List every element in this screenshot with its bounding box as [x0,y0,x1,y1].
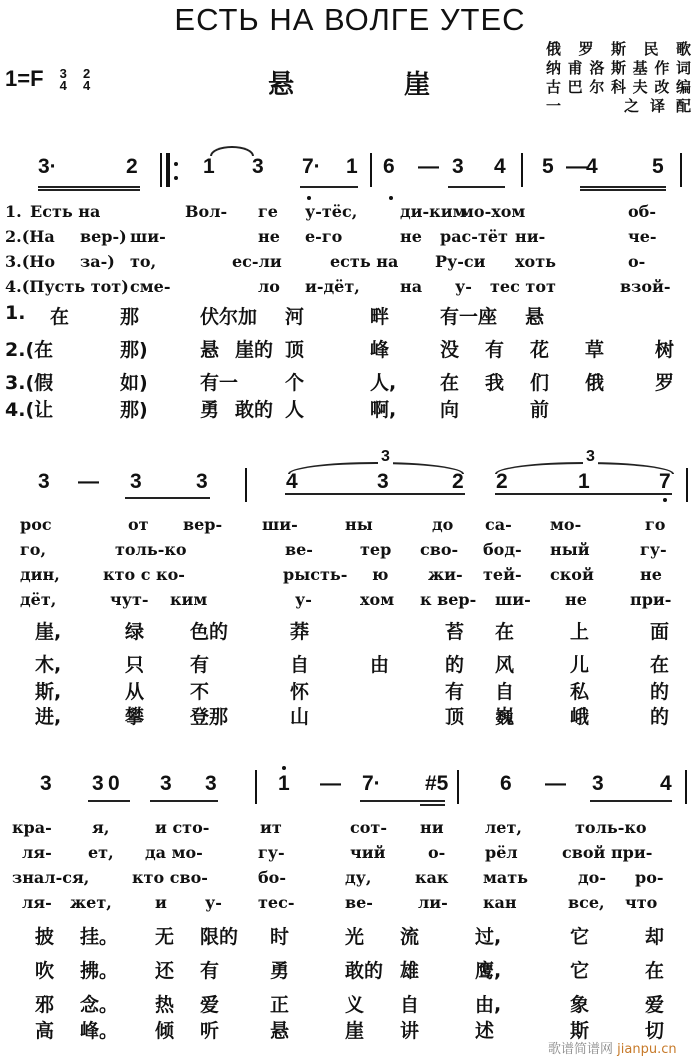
lyric-russian: сот- [350,818,387,837]
note: — [545,772,566,795]
barline [166,153,170,187]
lyric-russian: свой при- [562,843,653,862]
lyric-russian: и-дёт, [305,277,360,296]
lyric-chinese: 雄 [400,960,420,982]
lyric-russian: знал-ся, [12,868,90,887]
lyric-chinese: 爱 [200,994,220,1016]
lyric-russian: гу- [640,540,667,559]
lyric-russian: ет, [88,843,114,862]
lyric-russian: Есть на [30,202,101,221]
lyric-chinese: 斯, [35,681,62,703]
lyric-russian: ес-ли [232,252,282,271]
lyric-chinese: 色的 [190,621,229,643]
lyric-russian: при- [630,590,672,609]
lyric-russian: не [640,565,662,584]
lyric-chinese: 光 [345,926,365,948]
note: 6 [500,772,512,795]
lyric-russian: бод- [483,540,522,559]
lyric-russian: ду, [345,868,372,887]
note: 3 [38,470,50,493]
barline [255,770,257,804]
note: 4 [586,155,598,178]
lyric-chinese: 却 [645,926,665,948]
lyric-chinese: 峨 [570,706,590,728]
lyric-russian: ши- [130,227,166,246]
note: 1 [203,155,215,178]
lyric-chinese: 勇 [200,399,220,421]
note: #5 [425,772,449,795]
lyric-russian: че- [628,227,657,246]
lyric-russian: не [565,590,587,609]
lyric-russian: ля- [22,843,52,862]
lyric-chinese: 4.(让 [5,399,54,421]
note: — [78,470,99,493]
note: 4 [494,155,506,178]
lyric-chinese: 在 [440,372,460,394]
lyric-chinese: 罗 [655,372,675,394]
note: 6 [383,155,395,178]
barline [370,153,372,187]
lyric-chinese: 挂。 [80,926,119,948]
lyric-chinese: 的 [445,654,465,676]
lyric-chinese: 还 [155,960,175,982]
lyric-chinese: 披 [35,926,55,948]
lyric-russian: ни [420,818,444,837]
lyric-russian: о- [428,843,446,862]
lyric-chinese: 攀 [125,706,145,728]
lyric-chinese: 悬 [525,306,545,328]
lyric-russian: ве- [345,893,373,912]
barline [685,770,687,804]
note: 7 [659,470,671,493]
lyric-chinese: 山 [290,706,310,728]
repeat-dot [174,162,178,166]
lyric-russian: ло [258,277,280,296]
lyric-chinese: 不 [190,681,210,703]
note: — [320,772,341,795]
lyric-chinese: 登那 [190,706,229,728]
tuplet-bracket [288,462,464,474]
lyric-russian: чут- [110,590,149,609]
octave-dot-below [389,196,393,200]
lyric-chinese: 进, [35,706,62,728]
lyric-chinese: 自 [290,654,310,676]
chinese-title-char-2: 崖 [404,70,431,100]
chinese-title-char-1: 悬 [268,70,295,100]
lyric-chinese: 那 [120,306,140,328]
lyric-chinese: 2.(在 [5,339,54,361]
lyric-chinese: 河 [285,306,305,328]
beam-underline [125,497,210,499]
lyric-chinese: 1. [5,302,26,324]
lyric-russian: Ру-си [435,252,486,271]
lyric-russian: ской [550,565,594,584]
lyric-russian: ю [372,565,389,584]
lyric-chinese: 拂。 [80,960,119,982]
beam-underline [285,493,465,495]
beam-underline [38,186,140,188]
lyric-russian: дёт, [20,590,57,609]
lyric-russian: кто сво- [132,868,208,887]
lyric-russian: взой- [620,277,671,296]
lyric-chinese: 只 [125,654,145,676]
note: 1 [278,772,290,795]
lyric-chinese: 在 [495,621,515,643]
lyric-russian: кан [483,893,517,912]
lyric-chinese: 在 [50,306,70,328]
lyric-russian: тер [360,540,392,559]
note: 3 [160,772,172,795]
lyric-chinese: 俄 [585,372,605,394]
lyric-chinese: 悬 [200,339,220,361]
time-signature-3-4: 3 4 [59,66,67,94]
lyric-russian: тес- [258,893,295,912]
note: 2 [126,155,138,178]
barline [686,468,688,502]
lyric-chinese: 人, [370,372,397,394]
lyric-russian: рос [20,515,52,534]
note: 1 [346,155,358,178]
lyric-russian: есть на [330,252,399,271]
lyric-russian: ди-ким [400,202,467,221]
lyric-chinese: 崖 [345,1020,365,1042]
lyric-chinese: 听 [200,1020,220,1042]
note: 0 [108,772,120,795]
lyric-russian: бо- [258,868,286,887]
lyric-russian: и сто- [155,818,210,837]
lyric-russian: не [258,227,280,246]
note: 1 [578,470,590,493]
note: 5 [542,155,554,178]
lyric-chinese: 述 [475,1020,495,1042]
lyric-russian: дин, [20,565,60,584]
lyric-russian: кра- [12,818,52,837]
lyric-russian: у- [205,893,222,912]
lyric-chinese: 峰 [370,339,390,361]
lyric-russian: ве- [285,540,313,559]
lyric-chinese: 从 [125,681,145,703]
note: 2 [496,470,508,493]
note: — [566,155,587,178]
barline [521,153,523,187]
lyric-chinese: 我 [485,372,505,394]
lyric-russian: чий [350,843,386,862]
lyric-chinese: 那) [120,339,148,361]
lyric-chinese: 个 [285,372,305,394]
beam-underline [420,804,445,806]
note: 3· [38,155,57,178]
watermark-site: 歌谱简谱网 [548,1042,614,1057]
lyric-chinese: 前 [530,399,550,421]
barline [245,468,247,502]
lyric-chinese: 勇 [270,960,290,982]
note: 7· [302,155,321,178]
lyric-chinese: 有 [200,960,220,982]
lyric-russian: го [645,515,666,534]
lyric-chinese: 自 [495,681,515,703]
lyric-chinese: 向 [440,399,460,421]
note: 4 [660,772,672,795]
lyric-chinese: 倾 [155,1020,175,1042]
lyric-russian: ный [550,540,590,559]
lyric-russian: толь-ко [575,818,647,837]
lyric-chinese: 敢的 [345,960,384,982]
lyric-chinese: 巍 [495,706,515,728]
credit-arranger: 古巴尔科夫改编 [546,78,691,96]
lyric-chinese: 那) [120,399,148,421]
lyric-russian: у- [455,277,472,296]
lyric-russian: ли- [418,893,448,912]
lyric-russian: да мо- [145,843,203,862]
lyric-russian: что [625,893,658,912]
note: 3 [252,155,264,178]
lyric-russian: не [400,227,422,246]
lyric-russian: ит [260,818,282,837]
lyric-russian: тес тот [490,277,556,296]
lyric-chinese: 顶 [445,706,465,728]
lyric-chinese: 儿 [570,654,590,676]
credit-translator: 一 之译配 [546,97,691,115]
lyric-chinese: 上 [570,621,590,643]
lyric-chinese: 有一座 [440,306,498,328]
lyric-chinese: 讲 [400,1020,420,1042]
lyric-chinese: 木, [35,654,62,676]
lyric-russian: вер- [183,515,223,534]
lyric-chinese: 畔 [370,306,390,328]
lyric-chinese: 峰。 [80,1020,119,1042]
beam-underline [124,189,140,191]
lyric-chinese: 敢的 [235,399,274,421]
lyric-chinese: 它 [570,926,590,948]
note: 3 [40,772,52,795]
lyric-chinese: 如) [120,372,148,394]
lyric-russian: 3.(Но [5,252,56,271]
note: 3 [92,772,104,795]
lyric-chinese: 邪 [35,994,55,1016]
lyric-chinese: 热 [155,994,175,1016]
triplet-number: 3 [583,448,598,466]
lyric-russian: Вол- [185,202,228,221]
note: 3 [377,470,389,493]
lyric-russian: сво- [420,540,459,559]
lyric-russian: ни- [515,227,546,246]
credit-lyricist: 纳甫洛斯基作词 [546,59,691,77]
lyric-chinese: 它 [570,960,590,982]
lyric-russian: у- [295,590,312,609]
note: 3 [130,470,142,493]
lyric-chinese: 树 [655,339,675,361]
lyric-chinese: 由 [370,654,390,676]
lyric-russian: хом [360,590,395,609]
beam-underline [580,186,666,188]
lyric-russian: жи- [428,565,463,584]
lyric-russian: рысть- [283,565,348,584]
note: 7· [362,772,381,795]
lyric-chinese: 无 [155,926,175,948]
lyric-chinese: 风 [495,654,515,676]
lyric-russian: ши- [495,590,531,609]
lyric-chinese: 莽 [290,621,310,643]
beam-underline [150,800,218,802]
lyric-chinese: 有 [445,681,465,703]
lyric-russian: кто с ко- [103,565,185,584]
lyric-russian: го, [20,540,47,559]
barline [160,153,162,187]
lyric-chinese: 象 [570,994,590,1016]
lyric-russian: о- [628,252,646,271]
lyric-russian: на [400,277,423,296]
note: 3 [205,772,217,795]
lyric-russian: вер-) [80,227,127,246]
lyric-chinese: 有 [485,339,505,361]
lyric-chinese: 义 [345,994,365,1016]
lyric-russian: ким [170,590,208,609]
watermark [548,1038,677,1057]
lyric-chinese: 流 [400,926,420,948]
lyric-russian: лет, [485,818,522,837]
lyric-russian: у-тёс, [305,202,358,221]
lyric-chinese: 切 [645,1020,665,1042]
lyric-chinese: 没 [440,339,460,361]
lyric-chinese: 过, [475,926,502,948]
lyric-russian: сме- [130,277,171,296]
lyric-russian: рас-тёт [440,227,508,246]
lyric-chinese: 限的 [200,926,239,948]
lyric-russian: до- [578,868,606,887]
lyric-chinese: 在 [650,654,670,676]
note: 3 [196,470,208,493]
lyric-russian: к вер- [420,590,477,609]
lyric-chinese: 的 [650,706,670,728]
slur [210,146,254,156]
lyric-chinese: 私 [570,681,590,703]
lyric-chinese: 人 [285,399,305,421]
lyric-chinese: 正 [270,994,290,1016]
lyric-chinese: 苔 [445,621,465,643]
beam-underline [88,800,130,802]
lyric-russian: рёл [485,843,518,862]
lyric-chinese: 吹 [35,960,55,982]
lyric-russian: 2.(На [5,227,55,246]
lyric-russian: хоть [515,252,556,271]
lyric-russian: я, [92,818,110,837]
lyric-russian: до [432,515,454,534]
lyric-russian: 1. [5,202,22,221]
lyric-chinese: 时 [270,926,290,948]
time-signature-2-4: 2 4 [83,66,91,94]
lyric-russian: е-го [305,227,343,246]
lyric-russian: все, [568,893,605,912]
lyric-chinese: 鹰, [475,960,502,982]
russian-title: ЕСТЬ НА ВОЛГЕ УТЕС [174,2,526,37]
key-label: 1=F [5,66,44,91]
lyric-russian: ши- [262,515,298,534]
barline [680,153,682,187]
lyric-chinese: 斯 [570,1020,590,1042]
note: 4 [286,470,298,493]
lyric-russian: гу- [258,843,285,862]
lyric-chinese: 在 [645,960,665,982]
lyric-chinese: 念。 [80,994,119,1016]
lyric-chinese: 崖, [35,621,62,643]
beam-underline [580,189,666,191]
note: — [418,155,439,178]
note: 3 [592,772,604,795]
lyric-russian: ны [345,515,373,534]
lyric-chinese: 绿 [125,621,145,643]
key-signature [5,66,90,92]
triplet-number: 3 [378,448,393,466]
lyric-russian: мать [483,868,529,887]
lyric-chinese: 爱 [645,994,665,1016]
lyric-russian: толь-ко [115,540,187,559]
lyric-russian: об- [628,202,656,221]
lyric-chinese: 悬 [270,1020,290,1042]
lyric-russian: 4.(Пусть тот) [5,277,129,296]
lyric-chinese: 啊, [370,399,397,421]
lyric-chinese: 草 [585,339,605,361]
octave-dot-below [307,196,311,200]
lyric-russian: то, [130,252,157,271]
lyric-russian: ля- [22,893,52,912]
note: 2 [452,470,464,493]
lyric-chinese: 崖的 [235,339,274,361]
lyric-russian: и [155,893,167,912]
note: 3 [452,155,464,178]
beam-underline [360,800,445,802]
lyric-chinese: 花 [530,339,550,361]
octave-dot-above [282,766,286,770]
lyric-chinese: 顶 [285,339,305,361]
lyric-chinese: 怀 [290,681,310,703]
lyric-russian: ро- [635,868,664,887]
lyric-chinese: 伏尔加 [200,306,258,328]
lyric-russian: жет, [70,893,112,912]
barline [457,770,459,804]
watermark-url: jianpu.cn [617,1042,677,1057]
lyric-chinese: 高 [35,1020,55,1042]
beam-underline [590,800,672,802]
lyric-russian: мо-хом [460,202,526,221]
lyric-chinese: 有 [190,654,210,676]
lyric-chinese: 有一 [200,372,239,394]
lyric-chinese: 面 [650,621,670,643]
beam-underline [495,493,672,495]
lyric-russian: за-) [80,252,115,271]
repeat-dot [174,176,178,180]
beam-underline [300,186,358,188]
beam-underline [448,186,505,188]
credits [546,40,691,116]
lyric-russian: как [415,868,449,887]
lyric-chinese: 由, [475,994,502,1016]
lyric-chinese: 们 [530,372,550,394]
lyric-russian: са- [485,515,512,534]
lyric-russian: от [128,515,149,534]
lyric-russian: ге [258,202,278,221]
lyric-russian: мо- [550,515,582,534]
lyric-chinese: 的 [650,681,670,703]
octave-dot-below [663,498,667,502]
lyric-russian: тей- [483,565,522,584]
lyric-chinese: 3.(假 [5,372,54,394]
lyric-chinese: 自 [400,994,420,1016]
credit-origin: 俄罗斯民歌 [546,40,691,58]
note: 5 [652,155,664,178]
